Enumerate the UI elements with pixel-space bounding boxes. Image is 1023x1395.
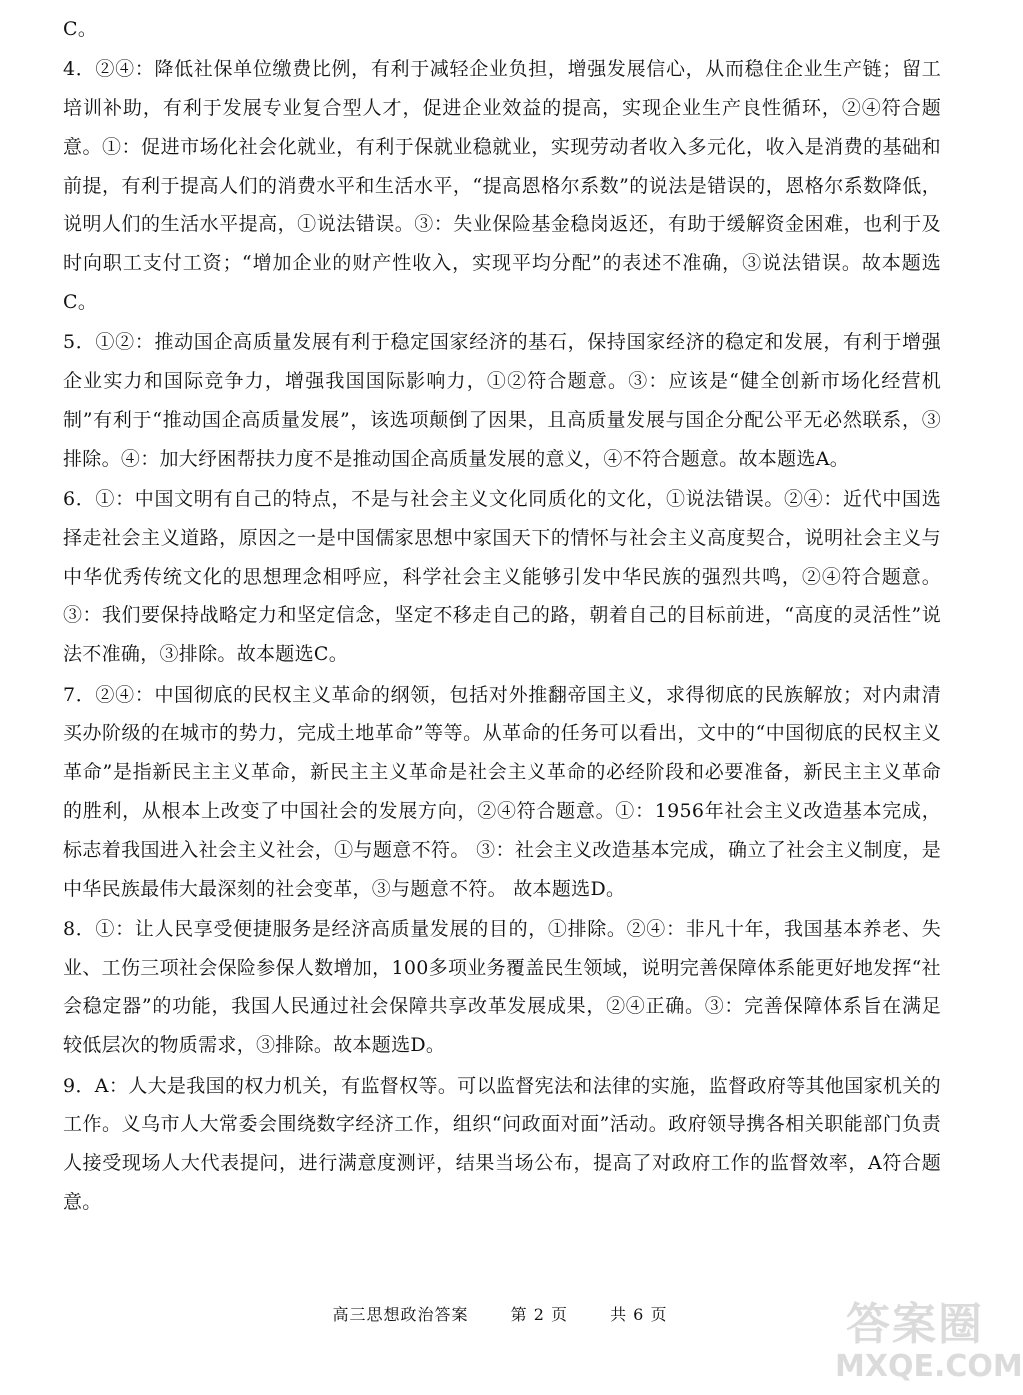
footer-page-number: 第 2 页 [510, 1305, 568, 1324]
answer-body [63, 10, 941, 1223]
answer-4: 4．②④：降低社保单位缴费比例，有利于减轻企业负担，增强发展信心，从而稳住企业生产链；留工培训补助，有利于发展专业复合型人才，促进企业效益的提高，实现企业生产良性循环，②④符合题意。①：促进市场化社会化就业，有利于保就业稳就业，实现劳动者收入多元化，收入是消费的基础和前提，有利于提高人们的消费水平和生活水平，“提高恩格尔系数”的说法是错误的，恩格尔系数降低，说明人们的生活水平提高，①说法错误。③：失业保险基金稳岗返还，有助于缓解资金困难，也利于及时向职工支付工资；“增加企业的财产性收入，实现平均分配”的表述不准确，③说法错误。故本题选C。 [63, 58, 941, 314]
footer-total-pages: 共 6 页 [610, 1305, 668, 1324]
footer-title: 高三思想政治答案 [332, 1305, 469, 1324]
answer-9: 9．A：人大是我国的权力机关，有监督权等。可以监督宪法和法律的实施，监督政府等其他国家机关的工作。义乌市人大常委会围绕数字经济工作，组织“问政面对面”活动。政府领导携各相关职能部门负责人接受现场人大代表提问，进行满意度测评，结果当场公布，提高了对政府工作的监督效率，A符合题意。 [63, 1074, 941, 1213]
watermark-logo [835, 1299, 1023, 1395]
answer-7: 7．②④：中国彻底的民权主义革命的纲领，包括对外推翻帝国主义，求得彻底的民族解放；对内肃清买办阶级的在城市的势力，完成土地革命”等等。从革命的任务可以看出，文中的“中国彻底的民权主义革命”是指新民主主义革命，新民主主义革命是社会主义革命的必经阶段和必要准备，新民主主义革命的胜利，从根本上改变了中国社会的发展方向，②④符合题意。①：1956年社会主义改造基本完成，标志着我国进入社会主义社会，①与题意不符。 ③：社会主义改造基本完成，确立了社会主义制度，是中华民族最伟大最深刻的社会变革，③与题意不符。 故本题选D。 [63, 683, 941, 900]
watermark-url: MXQE.COM [835, 1349, 1023, 1384]
answer-8: 8．①：让人民享受便捷服务是经济高质量发展的目的，①排除。②④：非凡十年，我国基本养老、失业、工伤三项社会保险参保人数增加，100多项业务覆盖民生领域，说明完善保障体系能更好地发挥“社会稳定器”的功能，我国人民通过社会保障共享改革发展成果，②④正确。③：完善保障体系旨在满足较低层次的物质需求，③排除。故本题选D。 [63, 917, 941, 1057]
answer-fragment-c: C。 [63, 18, 98, 40]
watermark-logo-text: 答案圈 [846, 1299, 984, 1350]
answer-6: 6．①：中国文明有自己的特点，不是与社会主义文化同质化的文化，①说法错误。②④：近代中国选择走社会主义道路，原因之一是中国儒家思想中家国天下的情怀与社会主义高度契合，说明社会主义与中华优秀传统文化的思想理念相呼应，科学社会主义能够引发中华民族的强烈共鸣，②④符合题意。③：我们要保持战略定力和坚定信念，坚定不移走自己的路，朝着自己的目标前进，“高度的灵活性”说法不准确，③排除。故本题选C。 [63, 488, 941, 666]
answer-5: 5．①②：推动国企高质量发展有利于稳定国家经济的基石，保持国家经济的稳定和发展，有利于增强企业实力和国际竞争力，增强我国国际影响力，①②符合题意。③：应该是“健全创新市场化经营机制”有利于“推动国企高质量发展”，该选项颠倒了因果，且高质量发展与国企分配公平无必然联系，③排除。④：加大纾困帮扶力度不是推动国企高质量发展的意义，④不符合题意。故本题选A。 [63, 331, 941, 470]
